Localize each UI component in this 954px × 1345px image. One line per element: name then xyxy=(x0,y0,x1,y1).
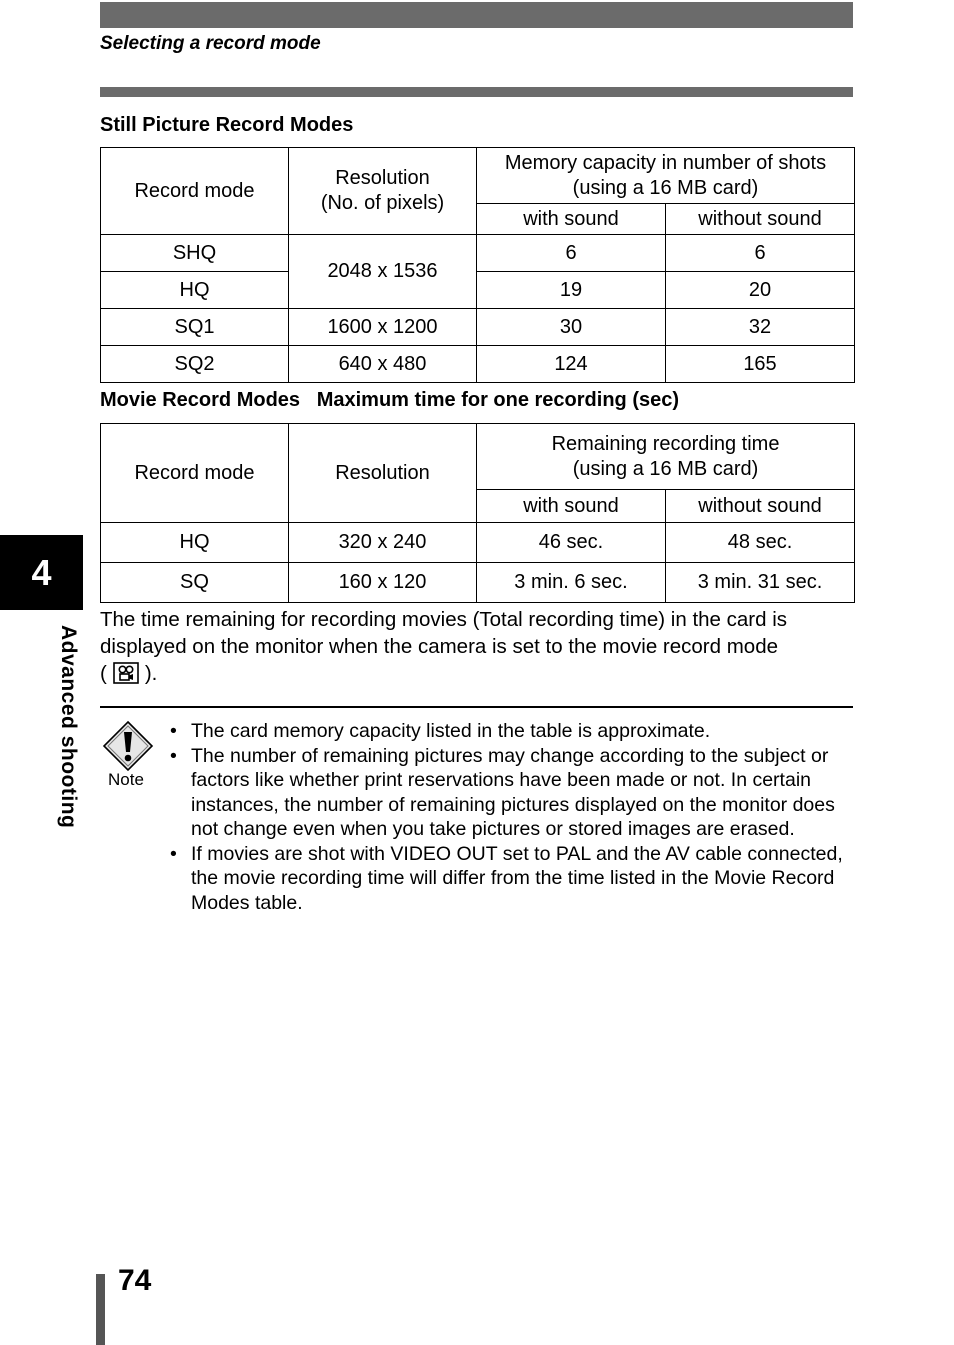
col-header-remaining-time-line2: (using a 16 MB card) xyxy=(572,457,759,480)
cell-resolution: 1600 x 1200 xyxy=(289,309,477,346)
movie-record-modes-table xyxy=(100,423,855,603)
note-item: • If movies are shot with VIDEO OUT set to PAL and the AV cable connected, the movie recording time will differ from the time listed in the Movie Record Modes table. xyxy=(168,842,858,916)
col-header-memory-capacity-line2: (using a 16 MB card) xyxy=(572,176,759,199)
cell-without-sound: 32 xyxy=(666,309,855,346)
cell-without-sound: 165 xyxy=(666,346,855,383)
body-line-1: The time remaining for recording movies (Total recording time) in the card is xyxy=(100,608,788,631)
chapter-number: 4 xyxy=(31,551,52,593)
still-table-heading: Still Picture Record Modes xyxy=(100,114,354,136)
note-label: Note xyxy=(108,770,144,789)
paren-open: ( xyxy=(100,662,107,685)
chapter-tab xyxy=(0,535,83,610)
note-list xyxy=(168,719,858,915)
cell-with-sound: 19 xyxy=(477,272,666,309)
cell-with-sound: 6 xyxy=(477,235,666,272)
col-header-remaining-time-line1: Remaining recording time xyxy=(551,432,780,455)
cell-mode: HQ xyxy=(101,272,289,309)
body-line-3 xyxy=(100,660,860,687)
note-divider xyxy=(100,706,853,708)
movie-table-heading: Movie Record Modes Maximum time for one recording (sec) xyxy=(100,389,680,411)
table-row xyxy=(101,309,855,346)
page-number-bar xyxy=(96,1274,105,1345)
cell-resolution: 160 x 120 xyxy=(289,563,477,603)
header-bar xyxy=(100,2,853,28)
col-header-memory-capacity-line1: Memory capacity in number of shots xyxy=(504,151,827,174)
cell-mode: SQ xyxy=(101,563,289,603)
col-header-resolution: Resolution xyxy=(289,424,477,523)
body-paragraph xyxy=(100,606,860,687)
cell-mode: SQ1 xyxy=(101,309,289,346)
cell-mode: SQ2 xyxy=(101,346,289,383)
col-header-resolution-line2: (No. of pixels) xyxy=(320,192,445,214)
movie-mode-icon xyxy=(113,662,139,684)
cell-with-sound: 124 xyxy=(477,346,666,383)
table-row xyxy=(101,563,855,603)
table-row xyxy=(101,235,855,272)
col-header-with-sound: with sound xyxy=(477,490,666,523)
col-header-without-sound: without sound xyxy=(666,204,855,235)
cell-without-sound: 20 xyxy=(666,272,855,309)
cell-without-sound: 6 xyxy=(666,235,855,272)
cell-without-sound: 3 min. 31 sec. xyxy=(666,563,855,603)
table-row xyxy=(101,523,855,563)
cell-mode: SHQ xyxy=(101,235,289,272)
cell-with-sound: 30 xyxy=(477,309,666,346)
col-header-record-mode: Record mode xyxy=(101,424,289,523)
col-header-without-sound: without sound xyxy=(666,490,855,523)
section-rule xyxy=(100,87,853,97)
note-item: • The card memory capacity listed in the table is approximate. xyxy=(168,719,858,744)
col-header-remaining-time xyxy=(477,424,855,490)
exclamation-note-icon xyxy=(102,720,154,772)
col-header-resolution xyxy=(289,148,477,235)
col-header-resolution-line1: Resolution xyxy=(335,167,430,189)
cell-with-sound: 3 min. 6 sec. xyxy=(477,563,666,603)
body-line-2: displayed on the monitor when the camera is set to the movie record mode xyxy=(100,635,778,658)
table-row xyxy=(101,272,855,309)
col-header-record-mode: Record mode xyxy=(101,148,289,235)
col-header-memory-capacity xyxy=(477,148,855,204)
cell-resolution: 320 x 240 xyxy=(289,523,477,563)
cell-resolution: 640 x 480 xyxy=(289,346,477,383)
cell-without-sound: 48 sec. xyxy=(666,523,855,563)
section-title: Selecting a record mode xyxy=(100,33,321,54)
col-header-with-sound: with sound xyxy=(477,204,666,235)
cell-with-sound: 46 sec. xyxy=(477,523,666,563)
still-record-modes-table xyxy=(100,147,855,383)
paren-close: ). xyxy=(144,662,158,685)
table-row xyxy=(101,346,855,383)
note-item: • The number of remaining pictures may change according to the subject or factors like whether print reservations have been made or not. In certain instances, the number of remaining pictures displayed on the monitor does not change even when you take pictures or stored images are erased. xyxy=(168,744,858,842)
chapter-label: Advanced shooting xyxy=(57,625,80,829)
cell-resolution: 2048 x 1536 xyxy=(289,235,477,309)
page-number: 74 xyxy=(118,1264,152,1297)
cell-mode: HQ xyxy=(101,523,289,563)
